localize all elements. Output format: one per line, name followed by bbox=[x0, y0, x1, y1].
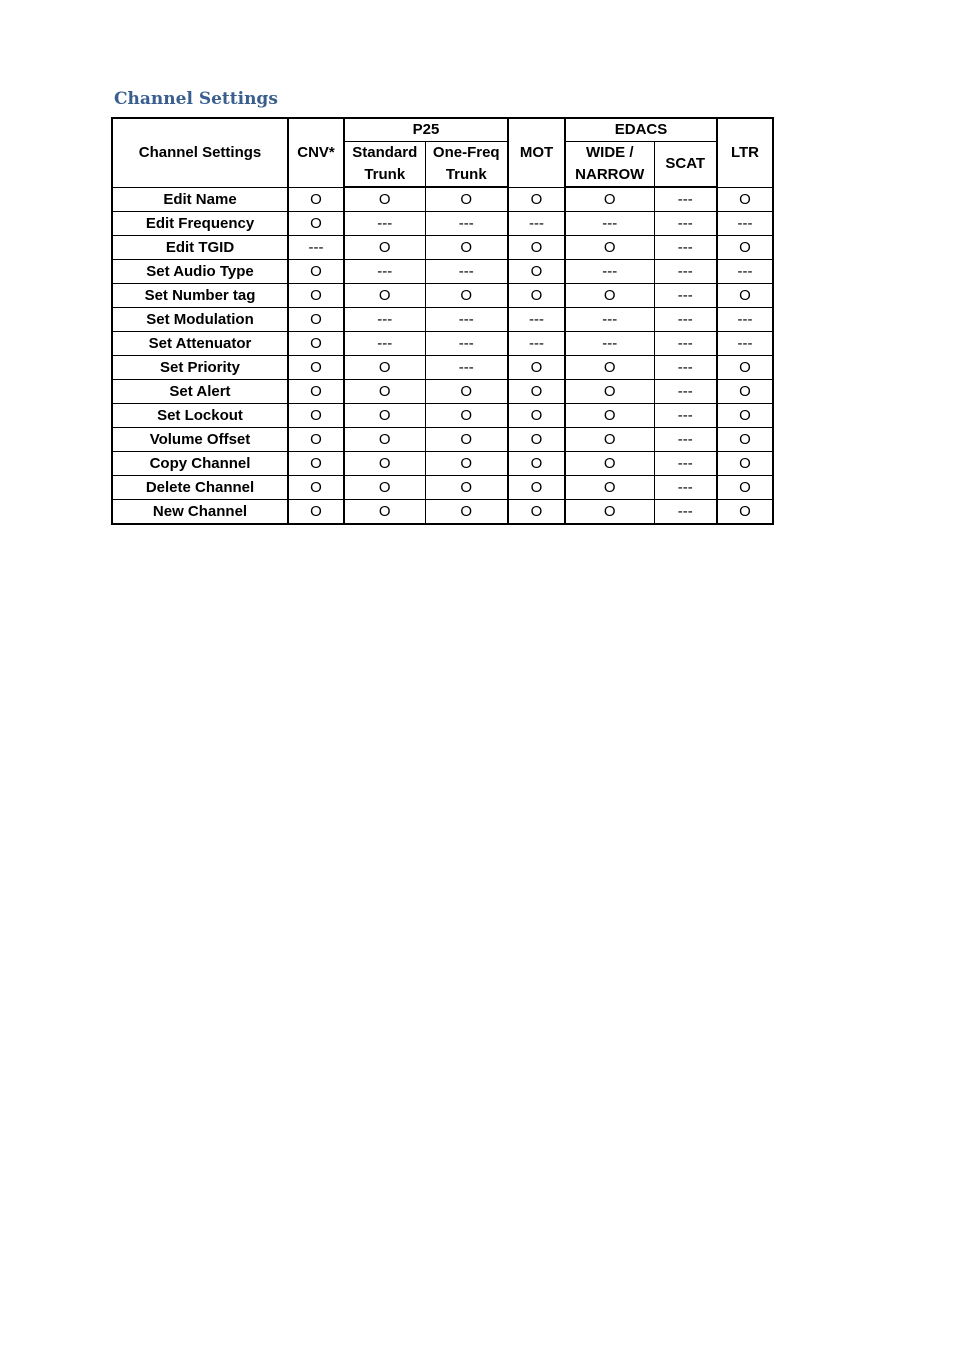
table-cell: O bbox=[565, 404, 654, 428]
table-cell: O bbox=[288, 380, 344, 404]
table-cell: O bbox=[425, 428, 508, 452]
table-cell: O bbox=[565, 476, 654, 500]
row-label: New Channel bbox=[112, 500, 288, 525]
table-cell: --- bbox=[654, 428, 717, 452]
table-cell: O bbox=[717, 187, 773, 212]
table-cell: --- bbox=[654, 404, 717, 428]
table-cell: --- bbox=[565, 212, 654, 236]
table-cell: O bbox=[508, 284, 565, 308]
table-cell: --- bbox=[344, 212, 425, 236]
header-ltr: LTR bbox=[717, 118, 773, 187]
table-cell: --- bbox=[654, 476, 717, 500]
table-row bbox=[112, 236, 773, 260]
table-row bbox=[112, 284, 773, 308]
table-row bbox=[112, 212, 773, 236]
section-heading: Channel Settings bbox=[114, 89, 278, 109]
row-label: Edit TGID bbox=[112, 236, 288, 260]
row-label: Set Priority bbox=[112, 356, 288, 380]
table-cell: O bbox=[288, 500, 344, 525]
header-cnv: CNV* bbox=[288, 118, 344, 187]
table-row bbox=[112, 428, 773, 452]
table-cell: O bbox=[288, 187, 344, 212]
table-cell: O bbox=[288, 356, 344, 380]
table-cell: O bbox=[565, 236, 654, 260]
table-cell: --- bbox=[425, 260, 508, 284]
table-cell: O bbox=[565, 380, 654, 404]
table-cell: O bbox=[344, 284, 425, 308]
row-label: Copy Channel bbox=[112, 452, 288, 476]
row-label: Edit Frequency bbox=[112, 212, 288, 236]
table-cell: --- bbox=[654, 260, 717, 284]
table-row bbox=[112, 404, 773, 428]
table-cell: O bbox=[288, 404, 344, 428]
table-cell: O bbox=[717, 284, 773, 308]
table-cell: --- bbox=[344, 308, 425, 332]
table-row bbox=[112, 332, 773, 356]
table-cell: O bbox=[288, 428, 344, 452]
header-edacs-scat: SCAT bbox=[654, 142, 717, 188]
header-edacs-wide bbox=[565, 142, 654, 188]
table-cell: O bbox=[717, 476, 773, 500]
table-cell: --- bbox=[717, 212, 773, 236]
table-row bbox=[112, 500, 773, 525]
table-cell: --- bbox=[565, 260, 654, 284]
table-cell: --- bbox=[288, 236, 344, 260]
table-cell: O bbox=[425, 500, 508, 525]
table-cell: --- bbox=[654, 380, 717, 404]
table-cell: --- bbox=[508, 332, 565, 356]
header-p25-standard bbox=[344, 142, 425, 188]
table-cell: O bbox=[508, 356, 565, 380]
table-cell: O bbox=[508, 236, 565, 260]
table-cell: --- bbox=[654, 332, 717, 356]
table-cell: O bbox=[344, 476, 425, 500]
table-row bbox=[112, 452, 773, 476]
table-row bbox=[112, 260, 773, 284]
table-cell: O bbox=[508, 404, 565, 428]
table-cell: O bbox=[717, 404, 773, 428]
table-cell: O bbox=[425, 380, 508, 404]
table-cell: O bbox=[565, 356, 654, 380]
table-cell: --- bbox=[565, 332, 654, 356]
table-row bbox=[112, 476, 773, 500]
table-cell: --- bbox=[654, 212, 717, 236]
table-row bbox=[112, 187, 773, 212]
table-cell: O bbox=[288, 212, 344, 236]
row-label: Set Audio Type bbox=[112, 260, 288, 284]
row-label: Edit Name bbox=[112, 187, 288, 212]
table-cell: O bbox=[508, 380, 565, 404]
table-cell: O bbox=[717, 500, 773, 525]
table-cell: O bbox=[565, 500, 654, 525]
table-cell: O bbox=[565, 284, 654, 308]
row-label: Volume Offset bbox=[112, 428, 288, 452]
table-cell: --- bbox=[654, 236, 717, 260]
table-cell: O bbox=[717, 428, 773, 452]
table-cell: O bbox=[565, 428, 654, 452]
table-cell: O bbox=[288, 332, 344, 356]
table-cell: O bbox=[425, 404, 508, 428]
table-cell: O bbox=[508, 452, 565, 476]
table-cell: O bbox=[565, 452, 654, 476]
row-label: Set Lockout bbox=[112, 404, 288, 428]
header-p25-onefreq bbox=[425, 142, 508, 188]
table-cell: O bbox=[425, 284, 508, 308]
table-cell: O bbox=[508, 260, 565, 284]
table-cell: --- bbox=[717, 308, 773, 332]
table-body bbox=[112, 187, 773, 524]
table-cell: --- bbox=[654, 284, 717, 308]
table-cell: --- bbox=[425, 212, 508, 236]
table-cell: --- bbox=[425, 356, 508, 380]
table-cell: O bbox=[344, 380, 425, 404]
table-cell: --- bbox=[717, 332, 773, 356]
header-channel-settings: Channel Settings bbox=[112, 118, 288, 187]
table-cell: --- bbox=[654, 452, 717, 476]
table-cell: O bbox=[717, 380, 773, 404]
table-cell: O bbox=[425, 476, 508, 500]
table-cell: O bbox=[288, 308, 344, 332]
table-cell: O bbox=[288, 260, 344, 284]
table-cell: --- bbox=[425, 308, 508, 332]
table-cell: O bbox=[288, 284, 344, 308]
table-cell: O bbox=[344, 236, 425, 260]
table-cell: O bbox=[508, 500, 565, 525]
table-cell: --- bbox=[565, 308, 654, 332]
table-cell: --- bbox=[654, 187, 717, 212]
table-cell: --- bbox=[717, 260, 773, 284]
table-cell: O bbox=[425, 236, 508, 260]
header-p25: P25 bbox=[344, 118, 508, 142]
table-cell: O bbox=[344, 404, 425, 428]
header-p25-standard-text: Standard Trunk bbox=[352, 144, 418, 183]
header-p25-onefreq-text: One-Freq Trunk bbox=[432, 144, 500, 183]
table-cell: --- bbox=[344, 332, 425, 356]
header-mot: MOT bbox=[508, 118, 565, 187]
table-cell: O bbox=[717, 236, 773, 260]
table-cell: O bbox=[288, 452, 344, 476]
table-row bbox=[112, 356, 773, 380]
table-cell: --- bbox=[344, 260, 425, 284]
table-cell: O bbox=[717, 356, 773, 380]
table-cell: O bbox=[344, 428, 425, 452]
table-cell: O bbox=[508, 428, 565, 452]
table-cell: O bbox=[425, 187, 508, 212]
row-label: Set Number tag bbox=[112, 284, 288, 308]
table-cell: O bbox=[344, 452, 425, 476]
table-cell: O bbox=[508, 476, 565, 500]
table-cell: O bbox=[425, 452, 508, 476]
table-cell: O bbox=[344, 356, 425, 380]
row-label: Set Alert bbox=[112, 380, 288, 404]
table-cell: --- bbox=[425, 332, 508, 356]
channel-settings-table bbox=[111, 117, 774, 525]
table-cell: O bbox=[344, 187, 425, 212]
row-label: Set Attenuator bbox=[112, 332, 288, 356]
table-row bbox=[112, 380, 773, 404]
table-cell: O bbox=[717, 452, 773, 476]
header-edacs: EDACS bbox=[565, 118, 717, 142]
table-cell: --- bbox=[654, 356, 717, 380]
table-cell: --- bbox=[508, 308, 565, 332]
table-row bbox=[112, 308, 773, 332]
row-label: Set Modulation bbox=[112, 308, 288, 332]
table-cell: --- bbox=[654, 308, 717, 332]
table-cell: --- bbox=[654, 500, 717, 525]
header-edacs-wide-text: WIDE / NARROW bbox=[575, 144, 645, 183]
table-cell: O bbox=[508, 187, 565, 212]
row-label: Delete Channel bbox=[112, 476, 288, 500]
table-cell: O bbox=[344, 500, 425, 525]
table-cell: --- bbox=[508, 212, 565, 236]
table-cell: O bbox=[288, 476, 344, 500]
table-cell: O bbox=[565, 187, 654, 212]
